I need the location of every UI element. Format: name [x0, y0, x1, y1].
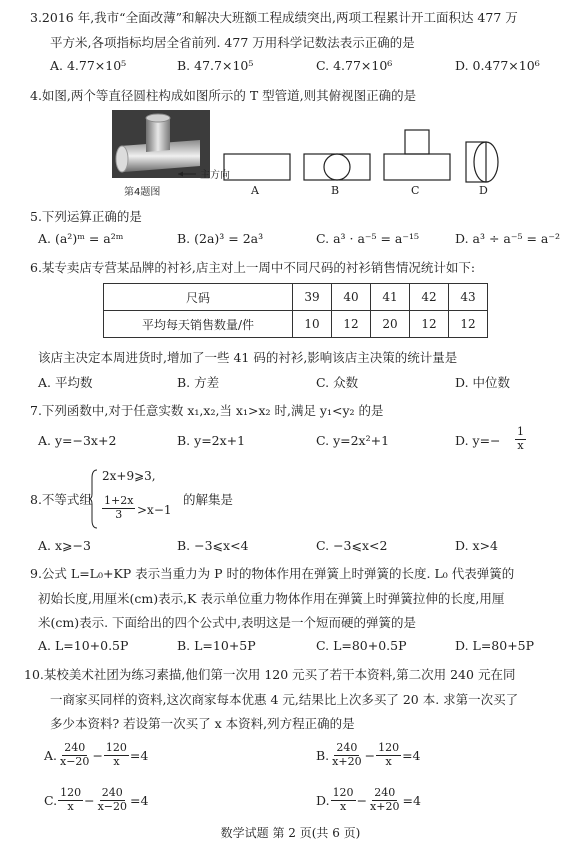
table-cell: 20	[371, 311, 410, 338]
table-header-sales: 平均每天销售数量/件	[104, 311, 293, 338]
table-header-size: 尺码	[104, 284, 293, 311]
q3-stem-line2: 平方米,各项指标均居全省前列. 477 万用科学记数法表示正确的是	[50, 35, 415, 50]
q9-option-c: C. L=80+0.5P	[316, 638, 407, 653]
option-label: D.	[316, 792, 330, 808]
q5-option-c: C. a³ · a⁻⁵ = a⁻¹⁵	[316, 231, 420, 246]
q6-option-b: B. 方差	[177, 375, 220, 390]
q8-option-a: A. x⩾−3	[38, 538, 91, 553]
q8-option-b: B. −3⩽x<4	[177, 538, 249, 553]
frac-den: x+20	[332, 754, 362, 768]
q10-option-a: A. $\frac{240}{x-20}$ − $\frac{120}{x}$ =4	[44, 741, 149, 768]
table-cell: 41	[371, 284, 410, 311]
frac-den: x	[517, 438, 524, 452]
q5-stem: 5.下列运算正确的是	[30, 209, 142, 224]
q6-followup: 该店主决定本周进货时,增加了一些 41 码的衬衫,影响该店主决策的统计量是	[38, 350, 458, 365]
q6-sales-table	[103, 283, 488, 338]
q3-option-d: D. 0.477×10⁶	[455, 58, 540, 73]
option-a-shape	[224, 154, 290, 180]
q10-line2: 一商家买同样的资料,这次商家每本优惠 4 元,结果比上次多买了 20 本. 求第一次买了	[50, 692, 519, 707]
frac-den: x+20	[370, 799, 400, 813]
frac-num: 120	[332, 786, 354, 799]
q7-option-d-fraction	[515, 426, 526, 452]
table-cell: 39	[293, 284, 332, 311]
frac-num: 120	[60, 786, 82, 799]
table-cell: 12	[449, 311, 488, 338]
table-row	[104, 311, 488, 338]
q6-option-c: C. 众数	[316, 375, 359, 390]
frac-num: 240	[336, 741, 358, 754]
q6-option-a: A. 平均数	[38, 375, 93, 390]
option-rhs: =4	[129, 747, 149, 763]
q3-option-c: C. 4.77×10⁶	[316, 58, 393, 73]
page-footer: 数学试题 第 2 页(共 6 页)	[220, 826, 361, 840]
frac-den: x	[113, 754, 120, 768]
frac-num: 240	[101, 786, 123, 799]
table-cell: 40	[332, 284, 371, 311]
frac-den: x	[385, 754, 392, 768]
q3-stem-line1: 3.2016 年,我市“全面改薄”和解决大班额工程成绩突出,两项工程累计开工面积达 477 万	[30, 10, 518, 25]
option-b-shape	[304, 154, 370, 180]
q8-prefix: 8.不等式组	[30, 492, 92, 507]
q4-label-b: B	[331, 184, 340, 197]
q8-suffix: 的解集是	[183, 492, 234, 507]
q9-line3: 米(cm)表示. 下面给出的四个公式中,表明这是一个短而硬的弹簧的是	[38, 615, 417, 630]
q5-option-d: D. a³ ÷ a⁻⁵ = a⁻²	[455, 231, 560, 246]
q10-option-d: D. $\frac{120}{x}$ − $\frac{240}{x+20}$ =4	[316, 786, 421, 813]
q8-option-d: D. x>4	[455, 538, 498, 553]
q7-option-c: C. y=2x²+1	[316, 433, 390, 448]
frac-num: 120	[105, 741, 127, 754]
frac-num: 120	[378, 741, 400, 754]
option-c-shape	[384, 154, 450, 180]
q4-stem: 4.如图,两个等直径圆柱构成如图所示的 T 型管道,则其俯视图正确的是	[30, 88, 417, 103]
frac-num: 1+2x	[104, 494, 134, 507]
option-label: C.	[44, 792, 58, 808]
q9-option-a: A. L=10+0.5P	[38, 638, 129, 653]
option-rhs: =4	[402, 792, 421, 808]
q8-ineq2-fraction	[102, 495, 135, 521]
q8-ineq1: 2x+9⩾3,	[102, 469, 156, 483]
frac-den: x	[339, 799, 347, 813]
q4-figure	[108, 108, 518, 200]
q8-brace	[89, 468, 99, 530]
frac-den: x−20	[60, 754, 90, 768]
q6-stem: 6.某专卖店专营某品牌的衬衫,店主对上一周中不同尺码的衬衫销售情况统计如下:	[30, 260, 476, 275]
q10-line3: 多少本资料? 若设第一次买了 x 本资料,列方程正确的是	[50, 716, 355, 731]
q7-option-a: A. y=−3x+2	[38, 433, 117, 448]
q4-figure-caption: 第4题图	[124, 187, 161, 198]
q4-label-a: A	[251, 184, 259, 197]
q9-line1: 9.公式 L=L₀+KP 表示当重力为 P 时的物体作用在弹簧上时弹簧的长度. L₀ 代表弹簧的	[30, 566, 515, 581]
option-label: B.	[316, 747, 330, 763]
table-cell: 42	[410, 284, 449, 311]
frac-den: 3	[115, 507, 123, 521]
q4-arrow-label: 主方向	[200, 170, 230, 181]
option-d-shape	[466, 142, 486, 182]
q10-option-b: B. $\frac{240}{x+20}$ − $\frac{120}{x}$ =4	[316, 741, 421, 768]
frac-den: x−20	[97, 799, 127, 813]
table-cell: 12	[332, 311, 371, 338]
frac-num: 1	[517, 425, 524, 438]
frac-num: 240	[64, 741, 86, 754]
q4-label-c: C	[411, 184, 420, 197]
q8-option-c: C. −3⩽x<2	[316, 538, 388, 553]
q10-line1: 10.某校美术社团为练习素描,他们第一次用 120 元买了若干本资料,第二次用 240 元在同	[24, 667, 516, 682]
q10-option-c: C. $\frac{120}{x}$ − $\frac{240}{x-20}$ =4	[44, 786, 149, 813]
q9-option-d: D. L=80+5P	[455, 638, 535, 653]
option-rhs: =4	[130, 792, 149, 808]
option-label: A.	[44, 747, 58, 763]
q3-option-a: A. 4.77×10⁵	[50, 58, 127, 73]
q9-line2: 初始长度,用厘米(cm)表示,K 表示单位重力物体作用在弹簧上时弹簧拉伸的长度,用厘	[38, 591, 505, 606]
q7-stem: 7.下列函数中,对于任意实数 x₁,x₂,当 x₁>x₂ 时,满足 y₁<y₂ 的是	[30, 403, 384, 418]
q7-option-d: D. y=−	[455, 433, 501, 448]
q8-ineq2-tail: >x−1	[137, 503, 172, 517]
option-rhs: =4	[402, 747, 421, 763]
table-row	[104, 284, 488, 311]
frac-den: x	[67, 799, 74, 813]
q4-label-d: D	[479, 184, 488, 197]
q3-option-b: B. 47.7×10⁵	[177, 58, 254, 73]
table-cell: 12	[410, 311, 449, 338]
table-cell: 10	[293, 311, 332, 338]
q5-option-b: B. (2a)³ = 2a³	[177, 231, 264, 246]
frac-num: 240	[374, 786, 396, 799]
q6-option-d: D. 中位数	[455, 375, 511, 390]
table-cell: 43	[449, 284, 488, 311]
q9-option-b: B. L=10+5P	[177, 638, 256, 653]
q5-option-a: A. (a²)ᵐ = a²ᵐ	[38, 231, 124, 246]
q7-option-b: B. y=2x+1	[177, 433, 246, 448]
